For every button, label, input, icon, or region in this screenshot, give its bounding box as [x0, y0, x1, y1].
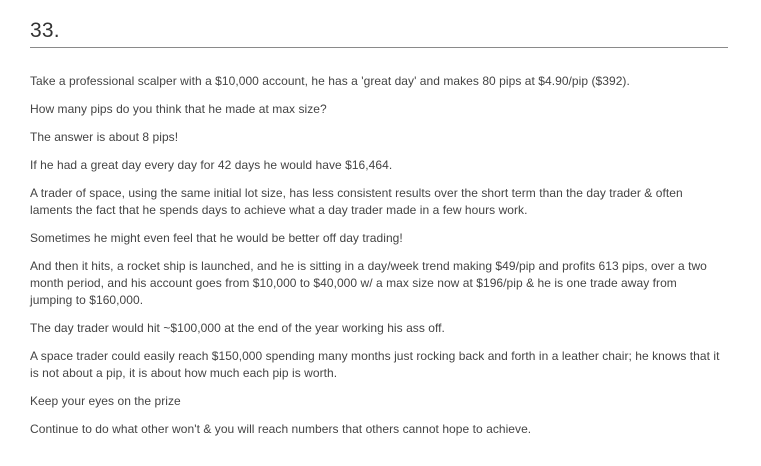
article	[30, 0, 730, 449]
paragraph: Keep your eyes on the prize	[30, 394, 181, 408]
paragraph: A trader of space, using the same initial lot size, has less consistent results over the short term than the day trader & often laments the fact that he spends days to achieve what a day trader made in a few hours work.	[30, 186, 683, 217]
paragraph: The answer is about 8 pips!	[30, 130, 179, 144]
paragraph: Continue to do what other won't & you will reach numbers that others cannot hope to achieve.	[30, 422, 532, 436]
section-number-heading: 33.	[30, 19, 60, 42]
paragraph: Take a professional scalper with a $10,000 account, he has a 'great day' and makes 80 pips at $4.90/pip ($392).	[30, 74, 630, 88]
paragraph: A space trader could easily reach $150,000 spending many months just rocking back and forth in a leather chair; he knows that it is not about a pip, it is about how much each pip is worth.	[30, 349, 720, 380]
paragraph: If he had a great day every day for 42 days he would have $16,464.	[30, 158, 393, 172]
paragraph: The day trader would hit ~$100,000 at the end of the year working his ass off.	[30, 321, 445, 335]
paragraph: How many pips do you think that he made at max size?	[30, 102, 327, 116]
paragraph: And then it hits, a rocket ship is launched, and he is sitting in a day/week trend making $49/pip and profits 613 pips, over a two month period, and his account goes from $10,000 to $40,000 w/ a max size now at $196/pip & he is one trade away from jumping to $160,000.	[30, 259, 707, 307]
paragraph: Sometimes he might even feel that he would be better off day trading!	[30, 231, 403, 245]
article-body	[30, 73, 730, 438]
heading-divider	[30, 47, 728, 48]
